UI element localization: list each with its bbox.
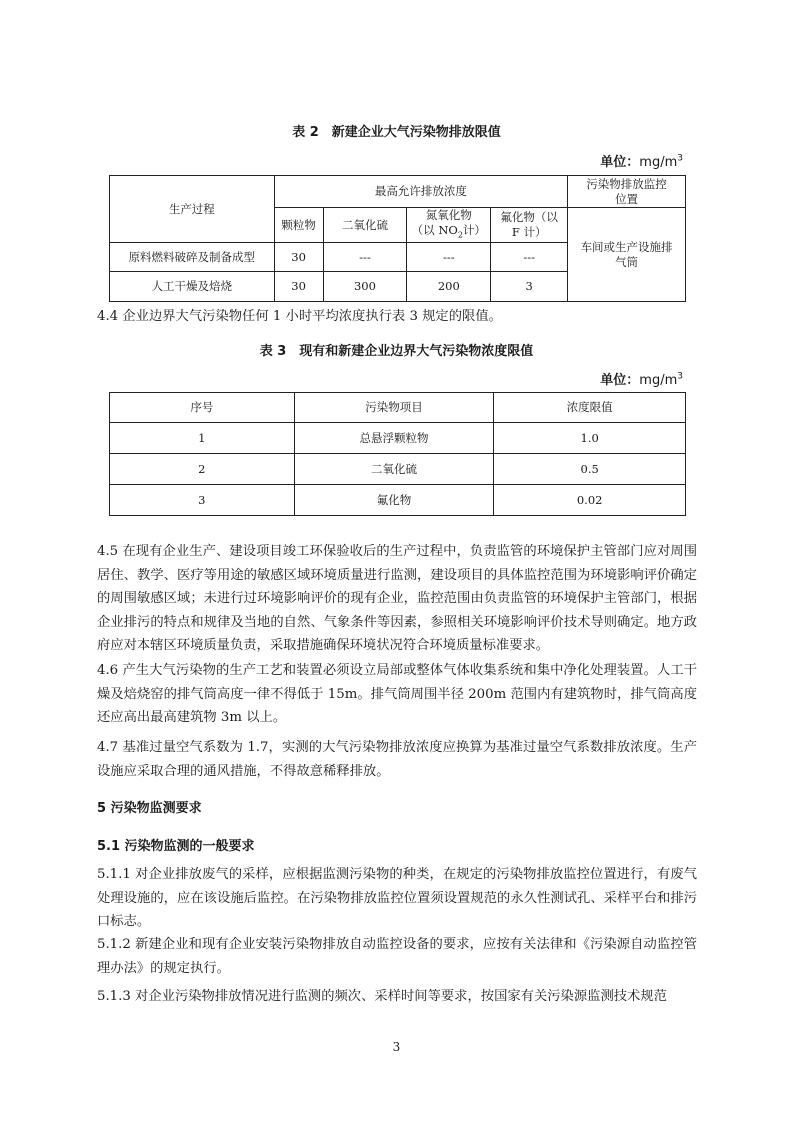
- paragraph-4-5-text: 4.5 在现有企业生产、建设项目竣工环保验收后的生产过程中，负责监管的环境保护主管部门应对周围居住、教学、医疗等用途的敏感区域环境质量进行监测，建设项目的具体监控范围为环境影响评价确定的周围敏感区域；未进行过环境影响评价的现有企业，监控范围由负责监管的环境保护主管部门，根据企业排污的特点和规律及当地的自然、气象条件等因素，参照相关环境影响评价技术导则确定。地方政府应对本辖区环境质量负责，采取措施确保环境状况符合环境质量标准要求。: [97, 544, 697, 653]
- cell-f: 3: [491, 272, 568, 302]
- paragraph-4-4: [97, 305, 697, 329]
- table3-header-no: 序号: [110, 393, 295, 423]
- cell-limit: 0.02: [494, 485, 686, 516]
- table2-subheader-nox: [407, 208, 491, 243]
- table2-header-max: 最高允许排放浓度: [274, 176, 568, 208]
- paragraph-5-1-1-text: 5.1.1 对企业排放废气的采样，应根据监测污染物的种类，在规定的污染物排放监控位置进行，有废气处理设施的，应在该设施后监控。在污染物排放监控位置须设置规范的永久性测试孔、采样平台和排污口标志。: [97, 867, 697, 929]
- paragraph-5-1-2: [97, 933, 697, 980]
- unit-label: 单位：: [600, 373, 640, 388]
- table2-subheader-pm: 颗粒物: [274, 208, 323, 243]
- paragraph-4-4-text: 4.4 企业边界大气污染物任何 1 小时平均浓度执行表 3 规定的限值。: [97, 309, 502, 324]
- table3: [109, 392, 686, 516]
- paragraph-4-6: [97, 659, 697, 730]
- nox-subscript: 2: [457, 230, 463, 240]
- paragraph-5-1-3-text: 5.1.3 对企业污染物排放情况进行监测的频次、采样时间等要求，按国家有关污染源监测技术规范: [97, 989, 667, 1004]
- nox-line2-end: 计）: [462, 223, 486, 237]
- unit-label: 单位：: [600, 155, 640, 170]
- cell-pm: 30: [274, 272, 323, 302]
- cell-item: 总悬浮颗粒物: [294, 423, 494, 454]
- table-row: [110, 454, 686, 485]
- nox-line2: （以 NO: [411, 223, 458, 237]
- table2-subheader-so2: 二氧化硫: [323, 208, 407, 243]
- table2-header-process: 生产过程: [110, 176, 275, 243]
- paragraph-5-1-1: [97, 863, 697, 934]
- cell-nox: ---: [407, 243, 491, 272]
- table2-monitor-location: 车间或生产设施排气筒: [568, 208, 686, 302]
- unit-value: mg/m: [639, 373, 678, 388]
- cell-no: 1: [110, 423, 295, 454]
- cell-item: 氟化物: [294, 485, 494, 516]
- table2-header-monitor: 污染物排放监控位置: [568, 176, 686, 208]
- cell-no: 2: [110, 454, 295, 485]
- nox-line1: 氮氧化物: [425, 208, 472, 222]
- table-row: [110, 423, 686, 454]
- section-heading-5-1: 5.1 污染物监测的一般要求: [97, 839, 255, 854]
- cell-item: 二氧化硫: [294, 454, 494, 485]
- paragraph-5-1-2-text: 5.1.2 新建企业和现有企业安装污染物排放自动监控设备的要求，应按有关法律和《污染源自动监控管理办法》的规定执行。: [97, 937, 697, 976]
- table-row: [110, 485, 686, 516]
- paragraph-4-6-text: 4.6 产生大气污染物的生产工艺和装置必须设立局部或整体气体收集系统和集中净化处理装置。人工干燥及焙烧窑的排气筒高度一律不得低于 15m。排气筒周围半径 200m 范围内有建筑物时，排气筒高度还应高出最高建筑物 3m 以上。: [97, 663, 697, 725]
- cell-nox: 200: [407, 272, 491, 302]
- cell-f: ---: [491, 243, 568, 272]
- table2: [109, 175, 686, 302]
- paragraph-5-1-3: [97, 985, 697, 1009]
- table3-title: 表 3 现有和新建企业边界大气污染物浓度限值: [259, 344, 534, 359]
- cell-process: 人工干燥及焙烧: [110, 272, 275, 302]
- table2-unit: [600, 151, 683, 170]
- paragraph-4-5: [97, 540, 697, 658]
- table3-header-limit: 浓度限值: [494, 393, 686, 423]
- cell-so2: ---: [323, 243, 407, 272]
- cell-limit: 0.5: [494, 454, 686, 485]
- table3-header-item: 污染物项目: [294, 393, 494, 423]
- unit-superscript: 3: [677, 153, 683, 164]
- table2-title: 表 2 新建企业大气污染物排放限值: [292, 125, 501, 140]
- cell-no: 3: [110, 485, 295, 516]
- table3-unit: [600, 369, 683, 388]
- table2-subheader-f: 氟化物（以 F 计）: [491, 208, 568, 243]
- paragraph-4-7-text: 4.7 基准过量空气系数为 1.7，实测的大气污染物排放浓度应换算为基准过量空气系数排放浓度。生产设施应采取合理的通风措施，不得故意稀释排放。: [97, 740, 697, 779]
- page-number: 3: [392, 1040, 401, 1054]
- unit-value: mg/m: [639, 155, 678, 170]
- paragraph-4-7: [97, 736, 697, 783]
- cell-process: 原料燃料破碎及制备成型: [110, 243, 275, 272]
- cell-limit: 1.0: [494, 423, 686, 454]
- section-heading-5: 5 污染物监测要求: [97, 801, 202, 816]
- cell-so2: 300: [323, 272, 407, 302]
- unit-superscript: 3: [677, 371, 683, 382]
- cell-pm: 30: [274, 243, 323, 272]
